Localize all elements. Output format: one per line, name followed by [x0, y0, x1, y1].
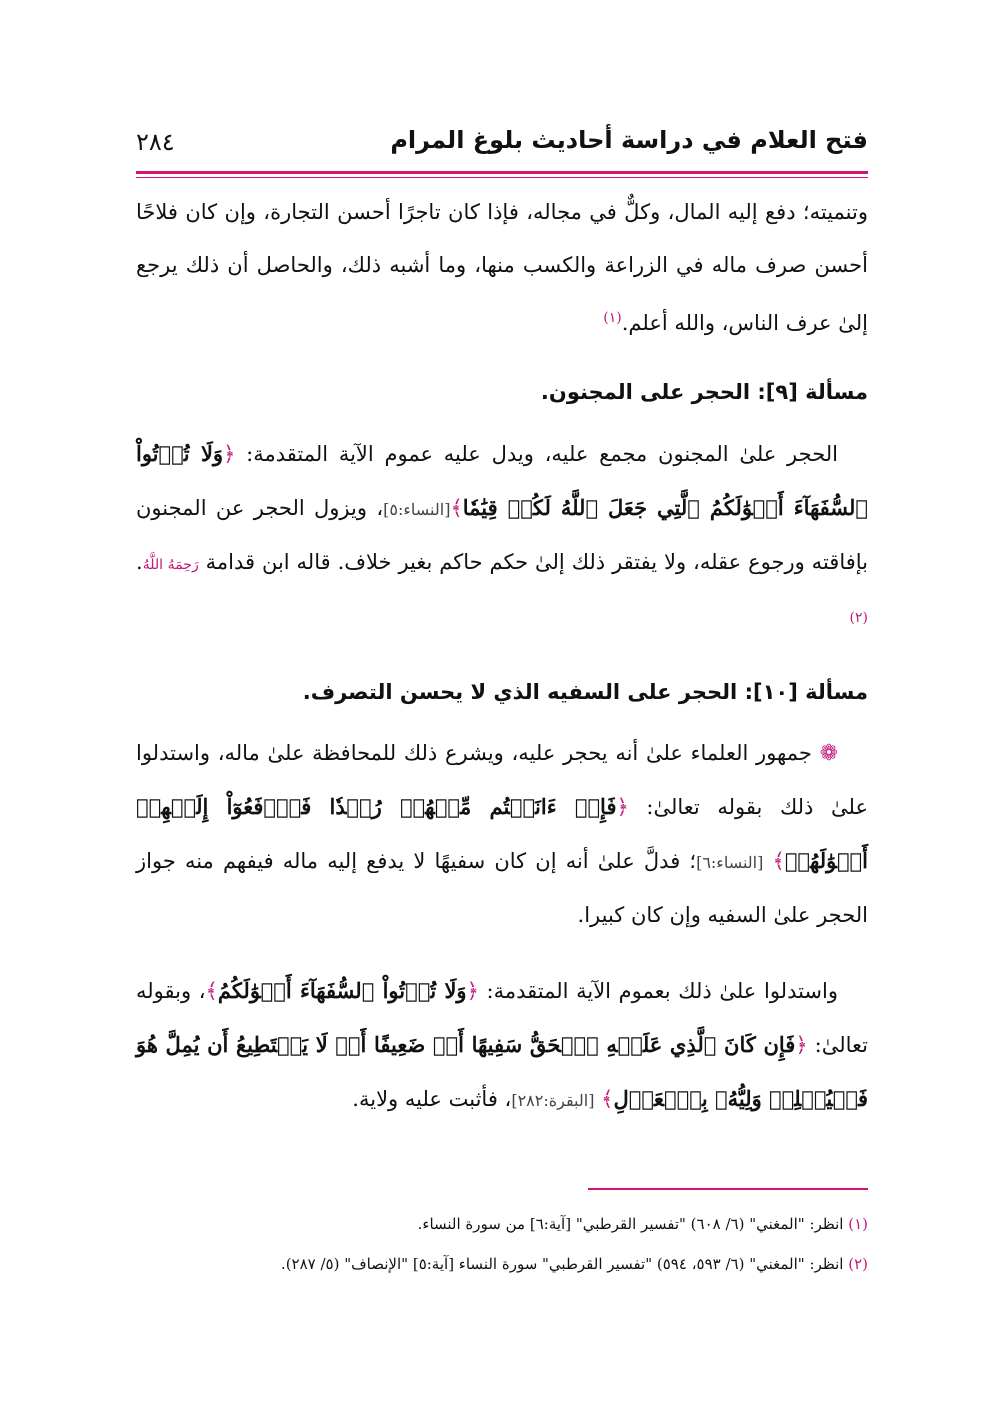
footnote-text: انظر: "المغني" (٦/ ٥٩٣، ٥٩٤) "تفسير القرطبي" سورة النساء [آية:٥] "الإنصاف" (٥/ ٢٨٧). [280, 1255, 844, 1273]
ornate-bracket-open: ﴿ [223, 442, 236, 466]
issue-label: مسألة [١٠]: [744, 680, 868, 704]
quran-verse: فَإِنۡ ءَانَسۡتُم مِّنۡهُمۡ رُشۡدٗا فَٱدۡفَعُوٓاْ إِلَيۡهِمۡ أَمۡوَٰلَهُمۡ [136, 794, 868, 873]
flower-ornament-icon: ❁ [819, 741, 838, 766]
verse-reference: [البقرة:٢٨٢] [511, 1091, 595, 1110]
ornate-bracket-close: ﴾ [772, 849, 785, 873]
ornate-bracket-open: ﴿ [616, 795, 629, 819]
issue-label: مسألة [٩]: [757, 380, 868, 404]
ornate-bracket-close: ﴾ [601, 1087, 614, 1111]
heading-issue-10 [136, 666, 868, 719]
issue-title: الحجر على المجنون. [540, 380, 751, 404]
paragraph-3: ❁ جمهور العلماء علىٰ أنه يحجر عليه، ويشرع ذلك للمحافظة علىٰ ماله، واستدلوا علىٰ ذلك بقوله تعالىٰ: ﴿فَإِنۡ ءَانَسۡتُم مِّنۡهُمۡ رُشۡدٗا فَٱدۡفَعُوٓاْ إِلَيۡهِمۡ أَمۡوَٰلَهُمۡ﴾ [النساء:٦]؛ فدلَّ علىٰ أنه إن كان سفيهًا لا يدفع إليه ماله فيفهم منه جواز الحجر علىٰ السفيه وإن كان كبيرا. [136, 741, 869, 927]
footnote-text: انظر: "المغني" (٦/ ٦٠٨) "تفسير القرطبي" [آية:٦] من سورة النساء. [417, 1215, 844, 1233]
heading-issue-9 [136, 366, 868, 419]
page-number: ٢٨٤ [136, 128, 175, 156]
footnote-2 [136, 1248, 868, 1280]
header-rule-thick [136, 171, 868, 174]
honorific-glyph: رَحِمَهُ اللَّهُ [142, 557, 199, 573]
footnote-mark: (١) [848, 1215, 868, 1233]
page-header [136, 126, 868, 166]
paragraph-1: وتنميته؛ دفع إليه المال، وكلٌّ في مجاله، فإذا كان تاجرًا أحسن التجارة، وإن كان فلاحًا أحسن صرف ماله في الزراعة والكسب منها، وما أشبه ذلك، والحاصل أن ذلك يرجع إلىٰ عرف الناس، والله أعلم.$^{(١)}$ [136, 200, 868, 335]
quran-verse: فَإِن كَانَ ٱلَّذِي عَلَيۡهِ ٱلۡحَقُّ سَفِيهًا أَوۡ ضَعِيفًا أَوۡ لَا يَسۡتَطِيعُ أَن يُمِلَّ هُوَ فَلۡيُمۡلِلۡ وَلِيُّهُۥ بِٱلۡعَدۡلِ [136, 1032, 868, 1111]
paragraph-4: واستدلوا علىٰ ذلك بعموم الآية المتقدمة: ﴿وَلَا تُؤۡتُواْ ٱلسُّفَهَآءَ أَمۡوَٰلَكُمُ﴾، وبقوله تعالىٰ: ﴿فَإِن كَانَ ٱلَّذِي عَلَيۡهِ ٱلۡحَقُّ سَفِيهًا أَوۡ ضَعِيفًا أَوۡ لَا يَسۡتَطِيعُ أَن يُمِلَّ هُوَ فَلۡيُمۡلِلۡ وَلِيُّهُۥ بِٱلۡعَدۡلِ﴾ [البقرة:٢٨٢]، فأثبت عليه ولاية. [136, 978, 868, 1111]
verse-reference: [النساء:٦] [696, 853, 764, 872]
book-title: فتح العلام في دراسة أحاديث بلوغ المرام [390, 126, 868, 154]
issue-title: الحجر على السفيه الذي لا يحسن التصرف. [302, 680, 738, 704]
quran-verse: وَلَا تُؤۡتُواْ ٱلسُّفَهَآءَ أَمۡوَٰلَكُمُ ٱلَّتِي جَعَلَ ٱللَّهُ لَكُمۡ قِيَٰمٗا [136, 441, 869, 520]
header-rule-thin [136, 177, 868, 178]
ornate-bracket-close: ﴾ [450, 496, 463, 520]
verse-reference: [النساء:٥] [383, 500, 451, 519]
ornate-bracket-open: ﴿ [466, 979, 479, 1003]
footnote-1 [136, 1208, 868, 1240]
footnote-separator [588, 1188, 868, 1190]
footnote-ref-2[interactable]: (٢) [849, 610, 868, 626]
ornate-bracket-open: ﴿ [795, 1033, 808, 1057]
page-body [136, 186, 868, 1127]
paragraph-2: الحجر علىٰ المجنون مجمع عليه، ويدل عليه عموم الآية المتقدمة: ﴿وَلَا تُؤۡتُواْ ٱلسُّفَهَآءَ أَمۡوَٰلَكُمُ ٱلَّتِي جَعَلَ ٱللَّهُ لَكُمۡ قِيَٰمٗا﴾[النساء:٥]، ويزول الحجر عن المجنون بإفاقته ورجوع عقله، ولا يفتقر ذلك إلىٰ حكم حاكم بغير خلاف. قاله ابن قدامة رَحِمَهُ اللَّهُ.$^{(٢)}$ [136, 441, 869, 626]
quran-verse: وَلَا تُؤۡتُواْ ٱلسُّفَهَآءَ أَمۡوَٰلَكُمُ [217, 978, 467, 1003]
footnote-mark: (٢) [848, 1255, 868, 1273]
footnote-ref-1[interactable]: (١) [603, 310, 622, 326]
footnotes [136, 1208, 868, 1288]
ornate-bracket-close: ﴾ [205, 979, 218, 1003]
